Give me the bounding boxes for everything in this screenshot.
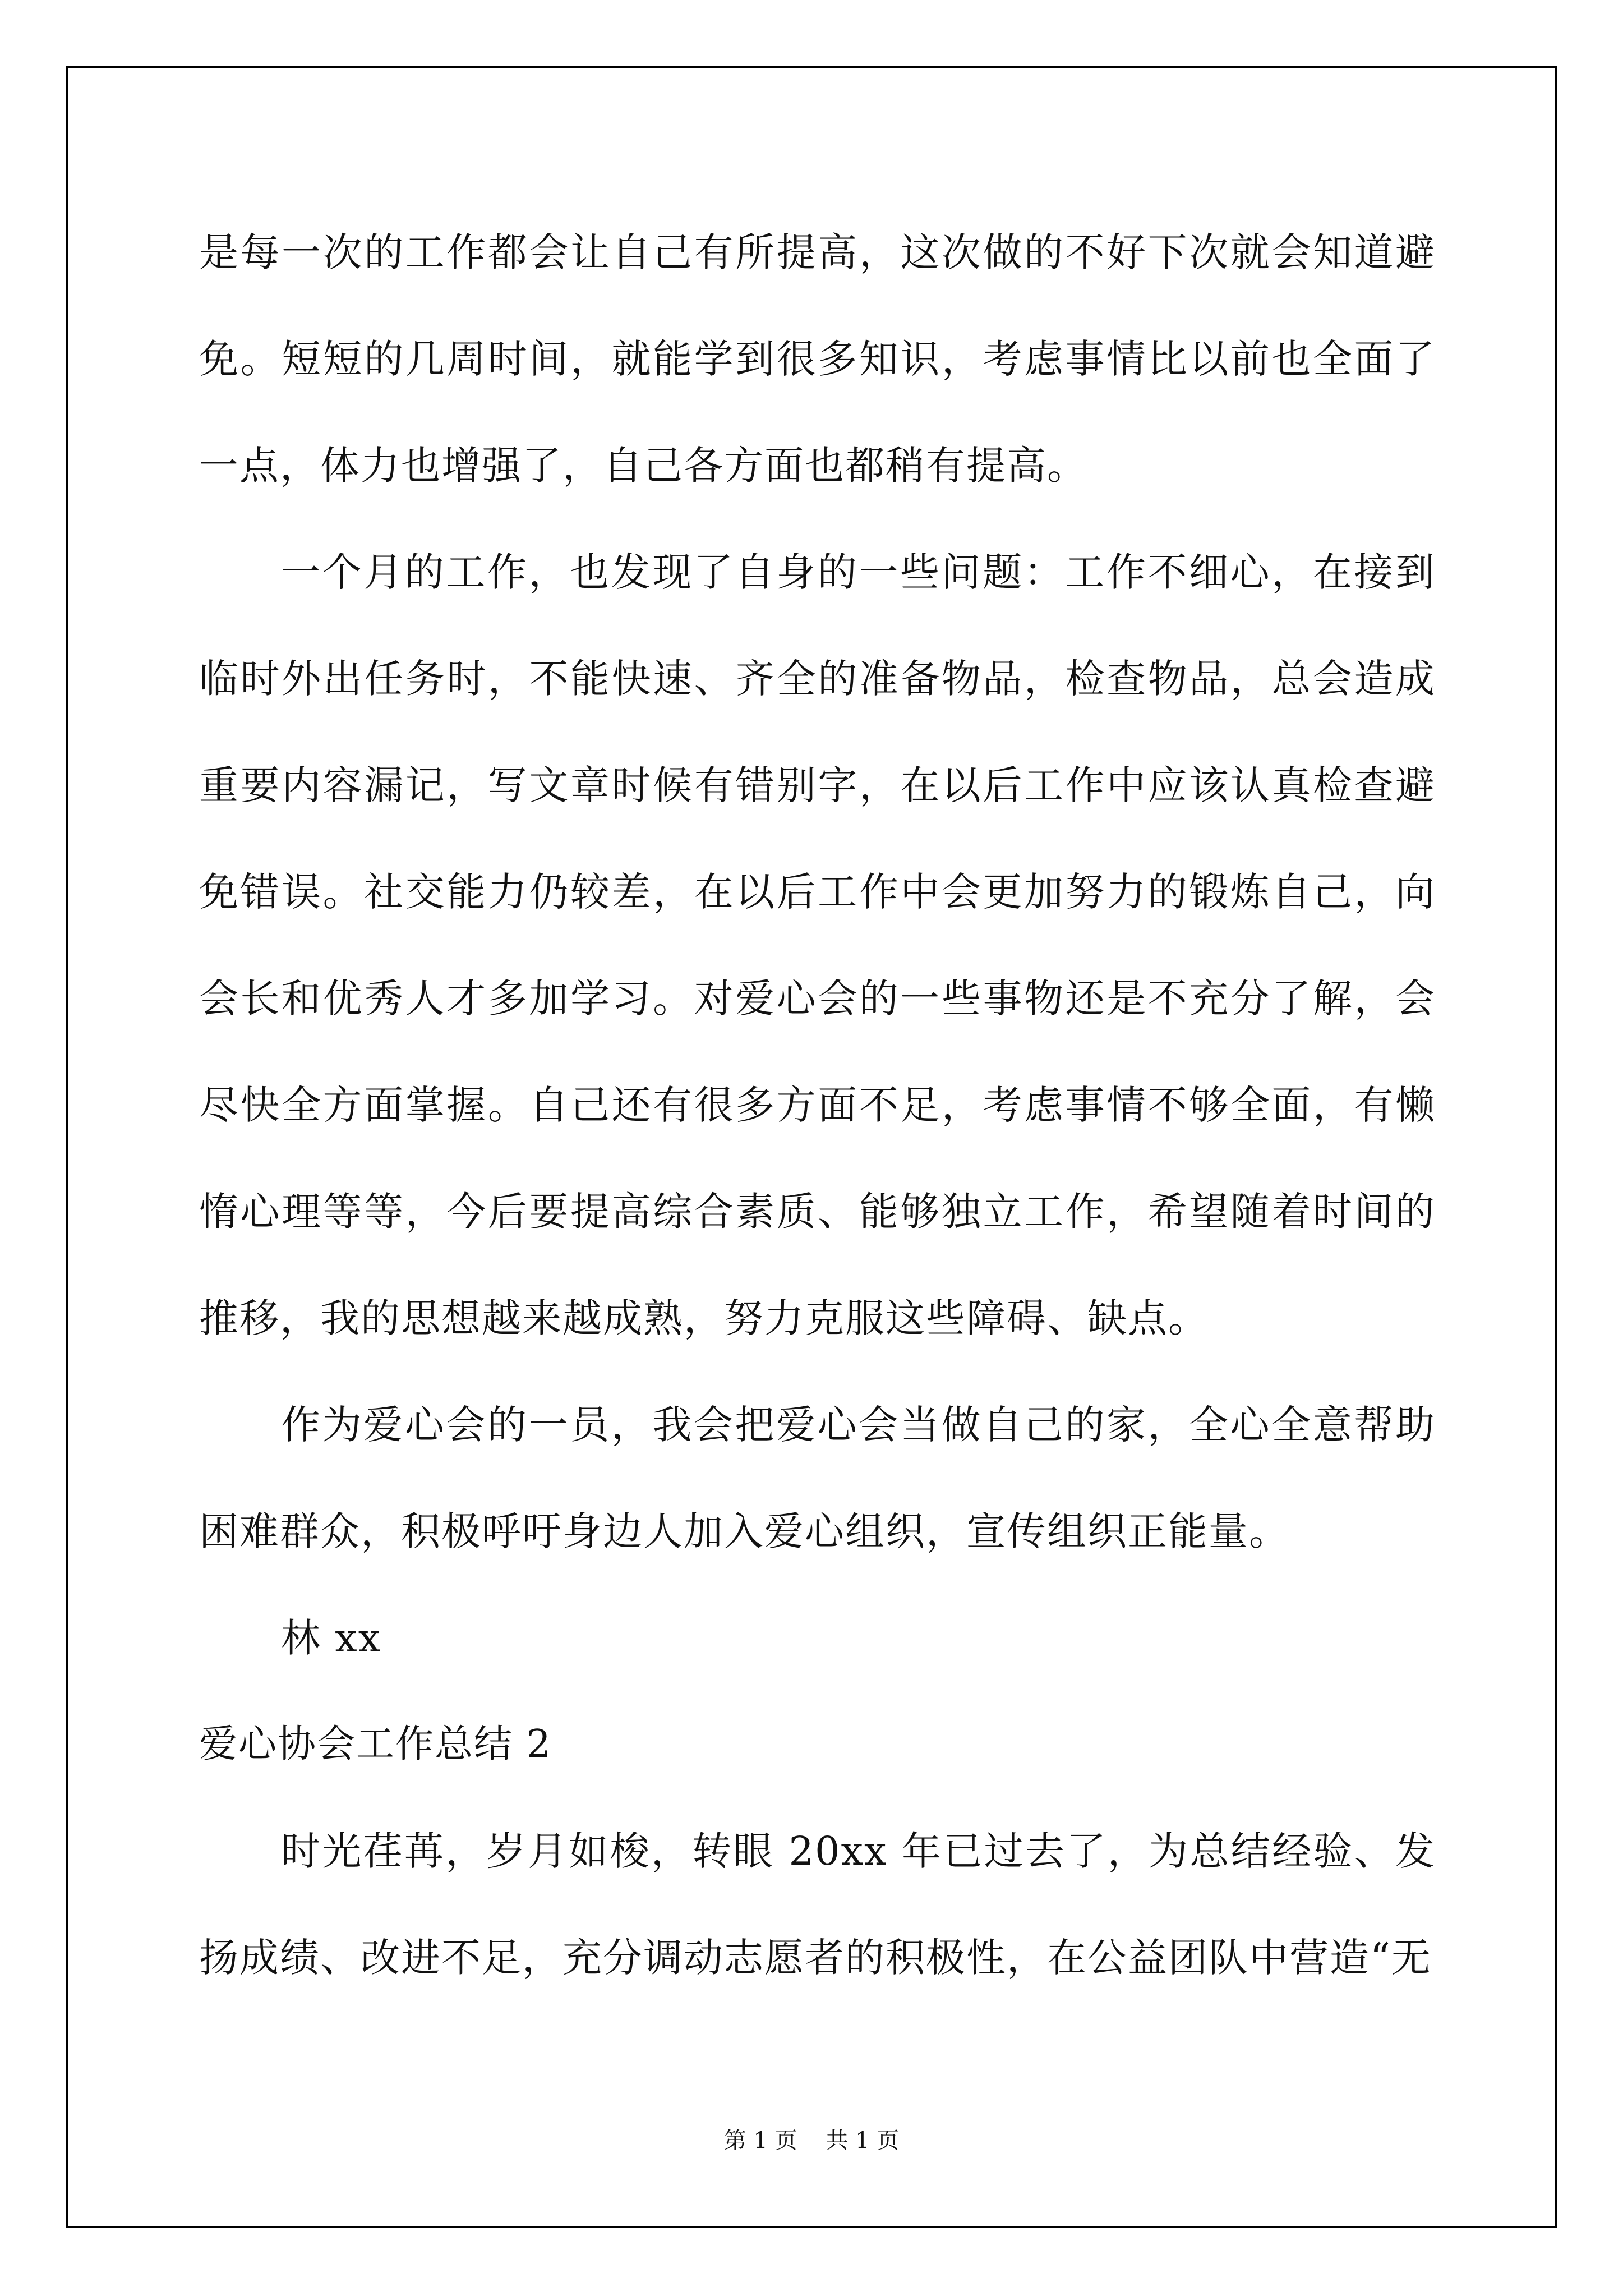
section-heading: 爱心协会工作总结 2	[199, 1722, 552, 1766]
section-paragraph: 时光荏苒，岁月如梭，转眼 20xx 年已过去了，为总结经验、发扬成绩、改进不足，充分调动志愿者的积极性，在公益团队中营造“无	[199, 1828, 1436, 1981]
document-body	[199, 199, 1436, 2011]
page-footer: 第 1 页 共 1 页	[723, 2128, 900, 2154]
signature: 林 xx	[281, 1615, 382, 1661]
paragraph-1: 是每一次的工作都会让自己有所提高，这次做的不好下次就会知道避免。短短的几周时间，就能学到很多知识，考虑事情比以前也全面了一点，体力也增强了，自己各方面也都稍有提高。	[199, 229, 1436, 489]
paragraph-2: 一个月的工作，也发现了自身的一些问题：工作不细心，在接到临时外出任务时，不能快速、齐全的准备物品，检查物品，总会造成重要内容漏记，写文章时候有错别字，在以后工作中应该认真检查避免错误。社交能力仍较差，在以后工作中会更加努力的锻炼自己，向会长和优秀人才多加学习。对爱心会的一些事物还是不充分了解，会尽快全方面掌握。自己还有很多方面不足，考虑事情不够全面，有懒惰心理等等，今后要提高综合素质、能够独立工作，希望随着时间的推移，我的思想越来越成熟，努力克服这些障碍、缺点。	[199, 549, 1436, 1341]
paragraph-3: 作为爱心会的一员，我会把爱心会当做自己的家，全心全意帮助困难群众，积极呼吁身边人加入爱心组织，宣传组织正能量。	[199, 1402, 1436, 1554]
